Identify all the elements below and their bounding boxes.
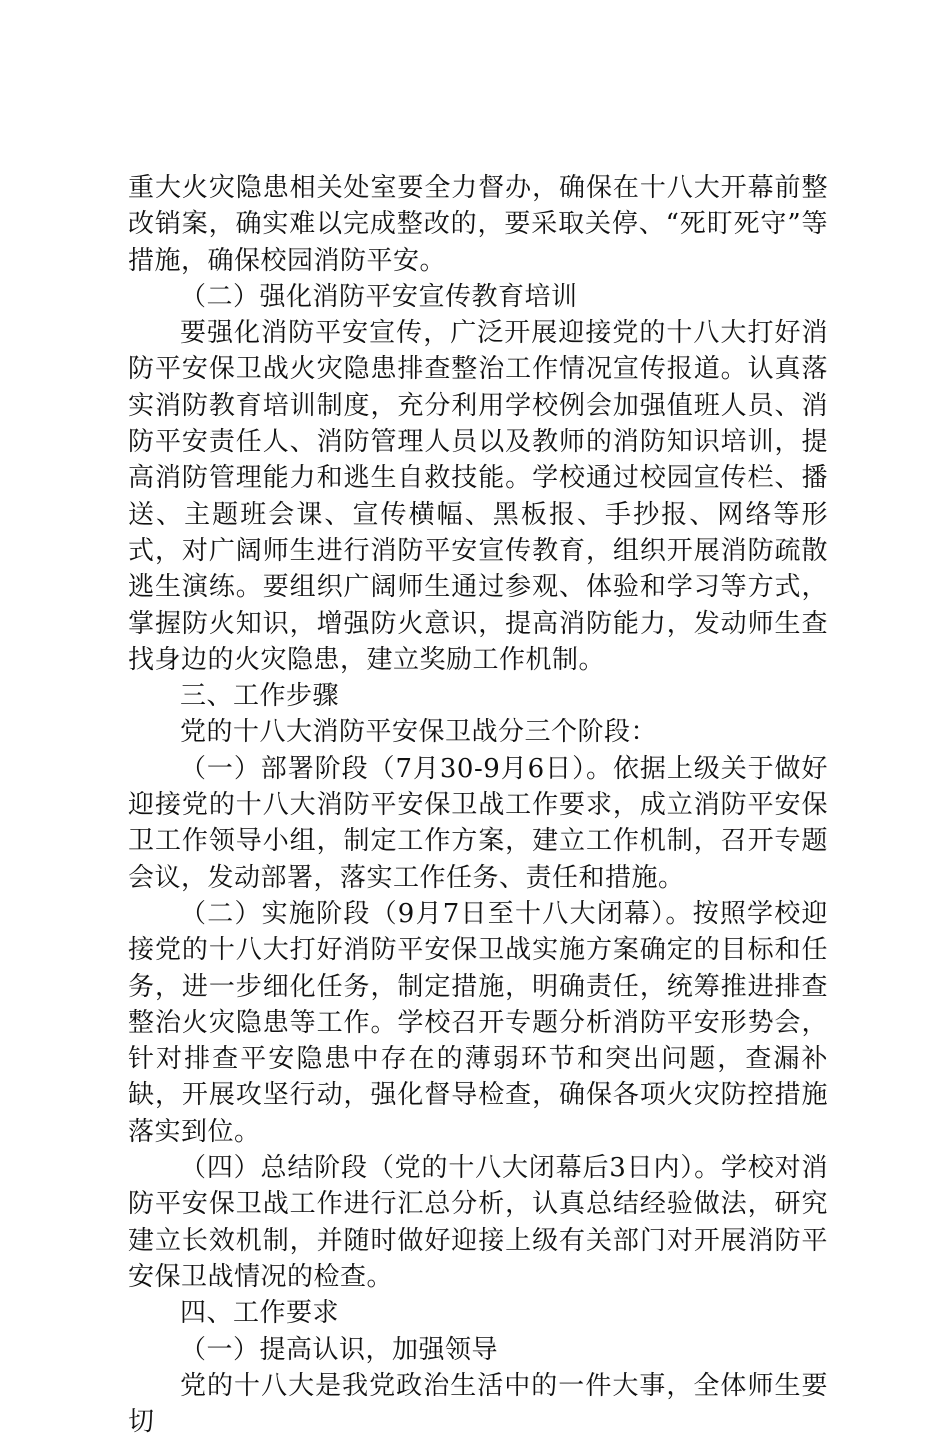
section-heading-publicity-training: （二）强化消防平安宣传教育培训 [180, 281, 578, 312]
paragraph-implementation-stage: （二）实施阶段（9月7日至十八大闭幕）。按照学校迎接党的十八大打好消防平安保卫战实施方案确定的目标和任务，进一步细化任务，制定措施，明确责任，统筹推进排查整治火灾隐患等工作。学校召开专题分析消防平安形势会，针对排查平安隐患中存在的薄弱环节和突出问题，查漏补缺，开展攻坚行动，强化督导检查，确保各项火灾防控措施落实到位。 [128, 898, 828, 1147]
document-body [128, 170, 828, 1440]
paragraph-continuation: 重大火灾隐患相关处室要全力督办，确保在十八大开幕前整改销案，确实难以完成整改的，要采取关停、“死盯死守”等措施，确保校园消防平安。 [128, 173, 828, 276]
section-heading-work-requirements: 四、工作要求 [180, 1298, 340, 1329]
section-heading-work-steps: 三、工作步骤 [180, 681, 340, 712]
paragraph-three-stages: 党的十八大消防平安保卫战分三个阶段： [180, 717, 658, 748]
paragraph-publicity-training: 要强化消防平安宣传，广泛开展迎接党的十八大打好消防平安保卫战火灾隐患排查整治工作情况宣传报道。认真落实消防教育培训制度，充分利用学校例会加强值班人员、消防平安责任人、消防管理人员以及教师的消防知识培训，提高消防管理能力和逃生自救技能。学校通过校园宣传栏、播送、主题班会课、宣传横幅、黑板报、手抄报、网络等形式，对广阔师生进行消防平安宣传教育，组织开展消防疏散逃生演练。要组织广阔师生通过参观、体验和学习等方式，掌握防火知识，增强防火意识，提高消防能力，发动师生查找身边的火灾隐患，建立奖励工作机制。 [128, 318, 828, 675]
paragraph-summary-stage: （四）总结阶段（党的十八大闭幕后3日内）。学校对消防平安保卫战工作进行汇总分析，认真总结经验做法，研究建立长效机制，并随时做好迎接上级有关部门对开展消防平安保卫战情况的检查。 [128, 1153, 828, 1292]
subsection-heading-leadership: （一）提高认识，加强领导 [180, 1334, 499, 1365]
paragraph-leadership: 党的十八大是我党政治生活中的一件大事，全体师生要切 [128, 1370, 828, 1438]
paragraph-deployment-stage: （一）部署阶段（7月30-9月6日）。依据上级关于做好迎接党的十八大消防平安保卫战工作要求，成立消防平安保卫工作领导小组，制定工作方案，建立工作机制，召开专题会议，发动部署，落实工作任务、责任和措施。 [128, 753, 828, 893]
